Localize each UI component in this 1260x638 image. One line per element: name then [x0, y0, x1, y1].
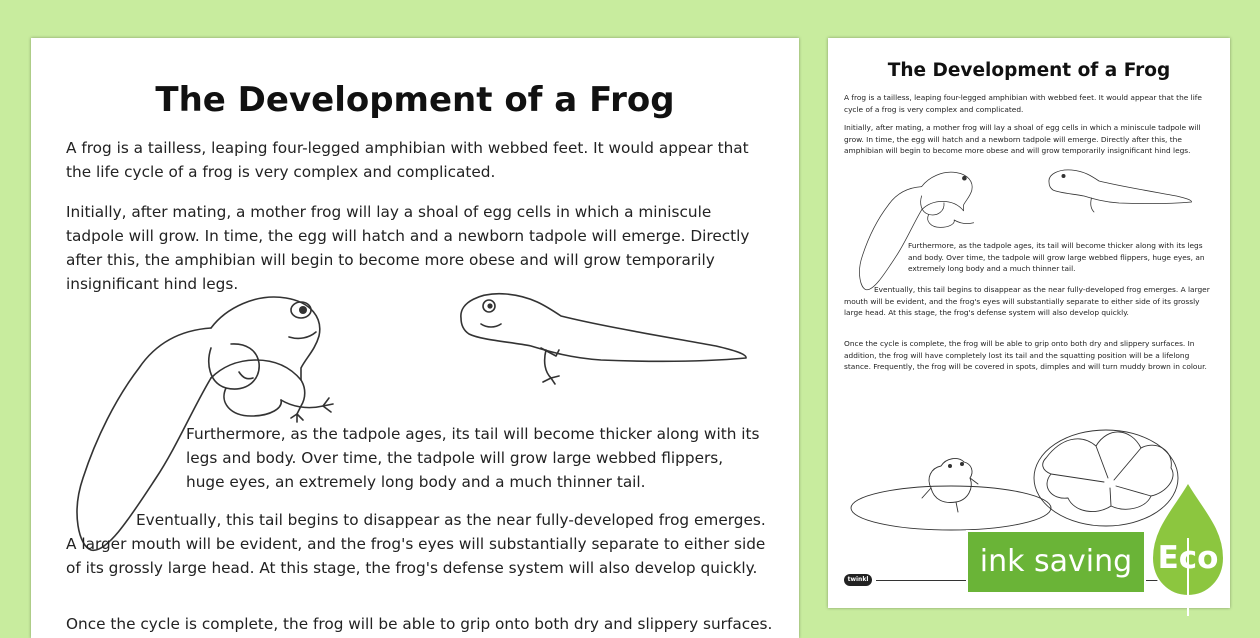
preview-paragraph-tadpole: Initially, after mating, a mother frog will lay a shoal of egg cells in which a miniscule tadpole will grow. In time, the egg will hatch and a newborn tadpole will emerge. Directly after this, the amphibian will begin to become more obese and will grow temporarily insignificant hind legs. — [844, 123, 1201, 155]
ink-saving-banner: ink saving — [966, 530, 1146, 594]
preview-title: The Development of a Frog — [887, 60, 1171, 81]
preview-tadpole-illustration — [1044, 168, 1194, 218]
paragraph-tadpole: Initially, after mating, a mother frog will lay a shoal of egg cells in which a miniscule tadpole will grow. In time, the egg will hatch and a newborn tadpole will emerge. Directly after this, the amphibian will begin to become more obese and will grow temporarily insignificant hind legs. — [66, 203, 750, 293]
tadpole-illustration — [451, 290, 751, 390]
preview-paragraph-growth: Furthermore, as the tadpole ages, its tail will become thicker along with its legs and body. Over time, the tadpole will grow large webbed flippers, huge eyes, an extremely long body and a much thinner tail. — [908, 241, 1205, 273]
paragraph-intro: A frog is a tailless, leaping four-legged amphibian with webbed feet. It would appear that the life cycle of a frog is very complex and complicated. — [66, 139, 749, 181]
paragraph-growth: Furthermore, as the tadpole ages, its tail will become thicker along with its legs and body. Over time, the tadpole will grow large webbed flippers, huge eyes, an extremely long body and a much thinner tail. — [186, 425, 760, 491]
page-title: The Development of a Frog — [155, 80, 675, 120]
eco-label: Eco — [1157, 540, 1219, 576]
paragraph-cycle-complete: Once the cycle is complete, the frog will be able to grip onto both dry and slippery surfaces. — [66, 615, 773, 633]
twinkl-logo: twinkl — [844, 574, 872, 586]
paragraph-tail-loss: Eventually, this tail begins to disappear as the near fully-developed frog emerges. A larger mouth will be evident, and the frog's eyes will substantially separate to either side of its grossly large head. At this stage, the frog's defense system will also develop quickly. — [66, 511, 766, 577]
preview-froglet-illustration — [844, 168, 1004, 298]
preview-paragraph-intro: A frog is a tailless, leaping four-legged amphibian with webbed feet. It would appear that the life cycle of a frog is very complex and complicated. — [844, 93, 1202, 114]
preview-paragraph-tail-loss: Eventually, this tail begins to disappear as the near fully-developed frog emerges. A larger mouth will be evident, and the frog's eyes will substantially separate to either side of its grossly large head. At this stage, the frog's defense system will also develop quickly. — [844, 285, 1210, 317]
preview-paragraph-cycle-complete: Once the cycle is complete, the frog will be able to grip onto both dry and slippery surfaces. In addition, the frog will have completely lost its tail and the squatting position will be a lifelong stance. Frequently, the frog will be covered in spots, dimples and will turn muddy brown in colour. — [844, 339, 1207, 371]
worksheet-page-large — [31, 38, 799, 638]
